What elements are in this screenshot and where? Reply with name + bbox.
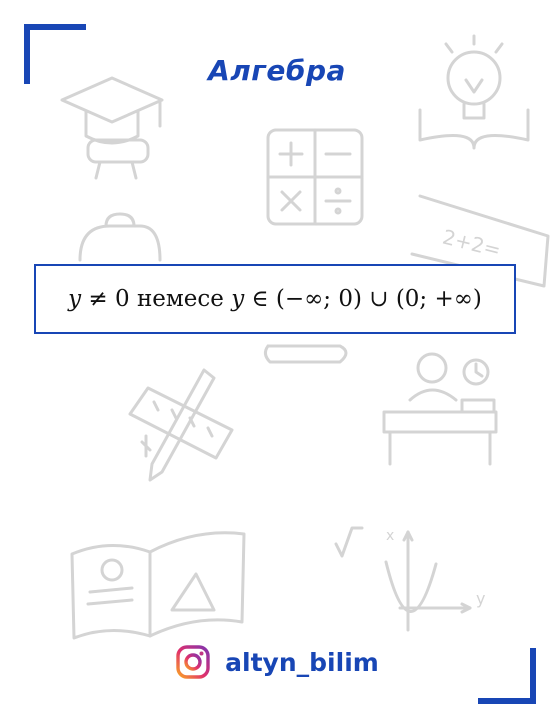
- footer: [0, 642, 554, 682]
- svg-text:2+2=: 2+2=: [440, 224, 504, 263]
- page-title: Алгебра: [208, 54, 346, 87]
- svg-text:x: x: [386, 528, 395, 544]
- formula-interval: ∈ (−∞; 0) ∪ (0; +∞): [244, 286, 482, 312]
- student-desk-icon: [384, 354, 496, 464]
- formula-variable-2: y: [223, 286, 245, 312]
- instagram-handle[interactable]: altyn_bilim: [225, 647, 379, 677]
- calculator-icon: [268, 130, 362, 224]
- ruler-pencil-icon: [130, 370, 232, 480]
- graduation-cap-icon: [62, 78, 162, 178]
- scroll-icon: [265, 346, 346, 362]
- formula-not-equal: ≠ 0: [81, 286, 137, 312]
- graph-axes-icon: [336, 528, 485, 630]
- instagram-icon[interactable]: [175, 644, 211, 680]
- svg-text:y: y: [476, 589, 486, 608]
- open-book-icon: [72, 533, 244, 638]
- formula-box: [34, 264, 516, 334]
- formula-conjunction: немесе: [136, 286, 224, 312]
- formula-variable: y: [68, 286, 82, 312]
- backpack-icon: [80, 214, 160, 260]
- lightbulb-book-icon: [420, 36, 528, 148]
